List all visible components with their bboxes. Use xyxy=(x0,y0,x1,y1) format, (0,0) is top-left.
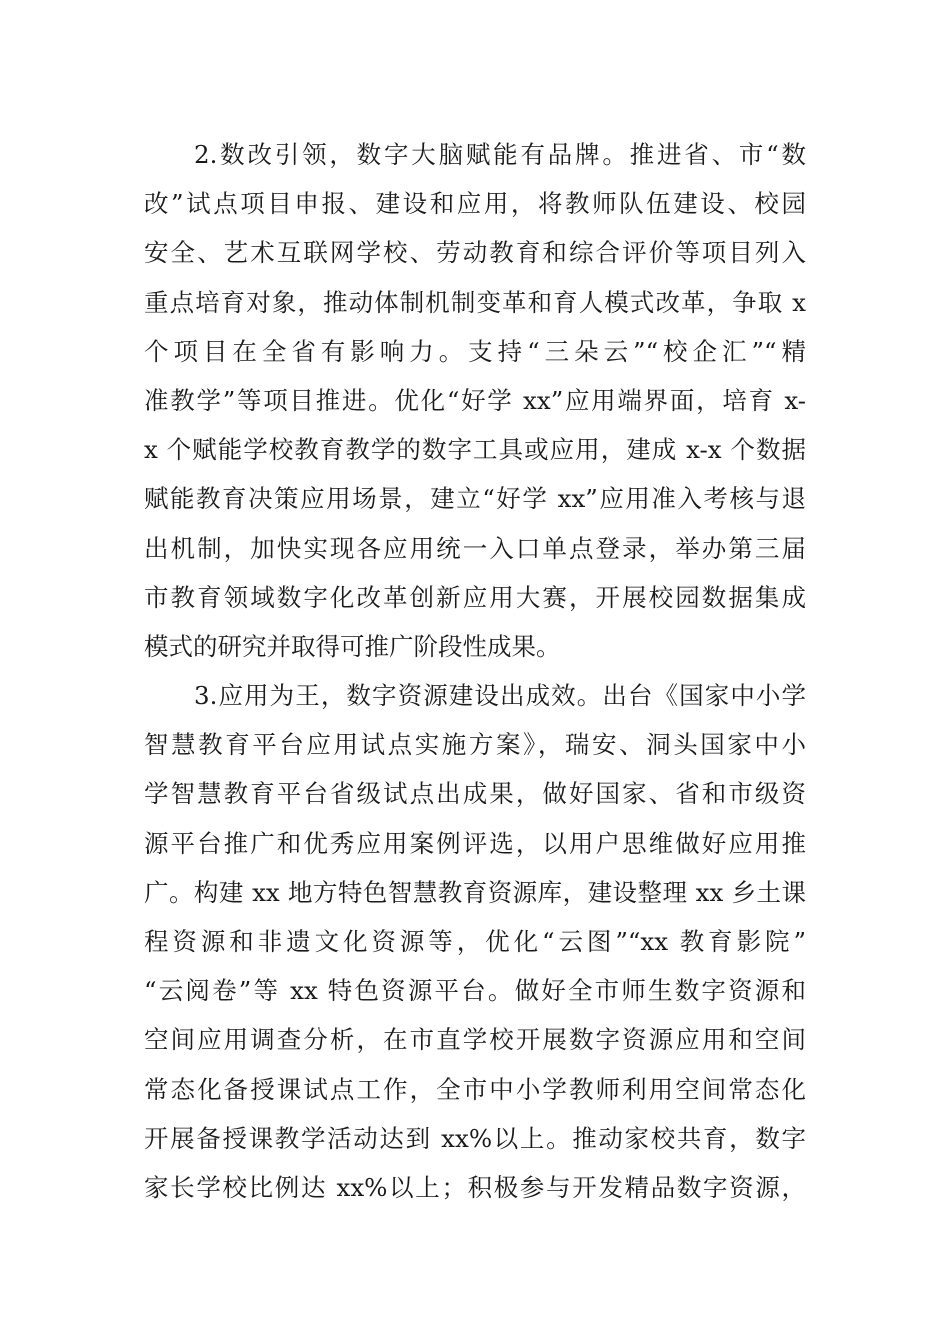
paragraph-line: 模式的研究并取得可推广阶段性成果。 xyxy=(144,631,561,661)
paragraph-application-first xyxy=(144,671,806,1212)
paragraph-line: “云阅卷”等 xx 特色资源平台。做好全市师生数字资源和 xyxy=(144,976,806,1006)
paragraph-line: 空间应用调查分析，在市直学校开展数字资源应用和空间 xyxy=(144,1025,806,1055)
paragraph-line: 程资源和非遗文化资源等，优化“云图”“xx 教育影院” xyxy=(144,927,806,956)
paragraph-line: 2.数改引领，数字大脑赋能有品牌。推进省、市“数 xyxy=(194,140,806,169)
paragraph-line: 常态化备授课试点工作，全市中小学教师利用空间常态化 xyxy=(144,1074,806,1104)
document-body xyxy=(144,130,806,1212)
paragraph-line: 准教学”等项目推进。优化“好学 xx”应用端界面，培育 x- xyxy=(144,385,806,415)
paragraph-line: 学智慧教育平台省级试点出成果，做好国家、省和市级资 xyxy=(144,779,806,809)
paragraph-line: 安全、艺术互联网学校、劳动教育和综合评价等项目列入 xyxy=(144,238,806,268)
paragraph-line: x 个赋能学校教育教学的数字工具或应用，建成 x-x 个数据 xyxy=(144,435,806,465)
paragraph-digital-reform xyxy=(144,130,806,671)
paragraph-line: 个项目在全省有影响力。支持“三朵云”“校企汇”“精 xyxy=(144,336,806,366)
paragraph-line: 市教育领域数字化改革创新应用大赛，开展校园数据集成 xyxy=(144,582,806,612)
paragraph-line: 家长学校比例达 xx%以上；积极参与开发精品数字资源， xyxy=(144,1172,806,1202)
paragraph-line: 源平台推广和优秀应用案例评选，以用户思维做好应用推 xyxy=(144,828,806,858)
paragraph-line: 重点培育对象，推动体制机制变革和育人模式改革，争取 x xyxy=(144,287,806,317)
paragraph-line: 3.应用为王，数字资源建设出成效。出台《国家中小学 xyxy=(194,681,806,711)
paragraph-line: 智慧教育平台应用试点实施方案》，瑞安、洞头国家中小 xyxy=(144,730,806,760)
paragraph-line: 出机制，加快实现各应用统一入口单点登录，举办第三届 xyxy=(144,533,806,563)
paragraph-line: 赋能教育决策应用场景，建立“好学 xx”应用准入考核与退 xyxy=(144,484,806,514)
paragraph-line: 开展备授课教学活动达到 xx%以上。推动家校共育，数字 xyxy=(144,1123,806,1153)
paragraph-line: 改”试点项目申报、建设和应用，将教师队伍建设、校园 xyxy=(144,189,806,219)
paragraph-line: 广。构建 xx 地方特色智慧教育资源库，建设整理 xx 乡土课 xyxy=(144,877,806,907)
